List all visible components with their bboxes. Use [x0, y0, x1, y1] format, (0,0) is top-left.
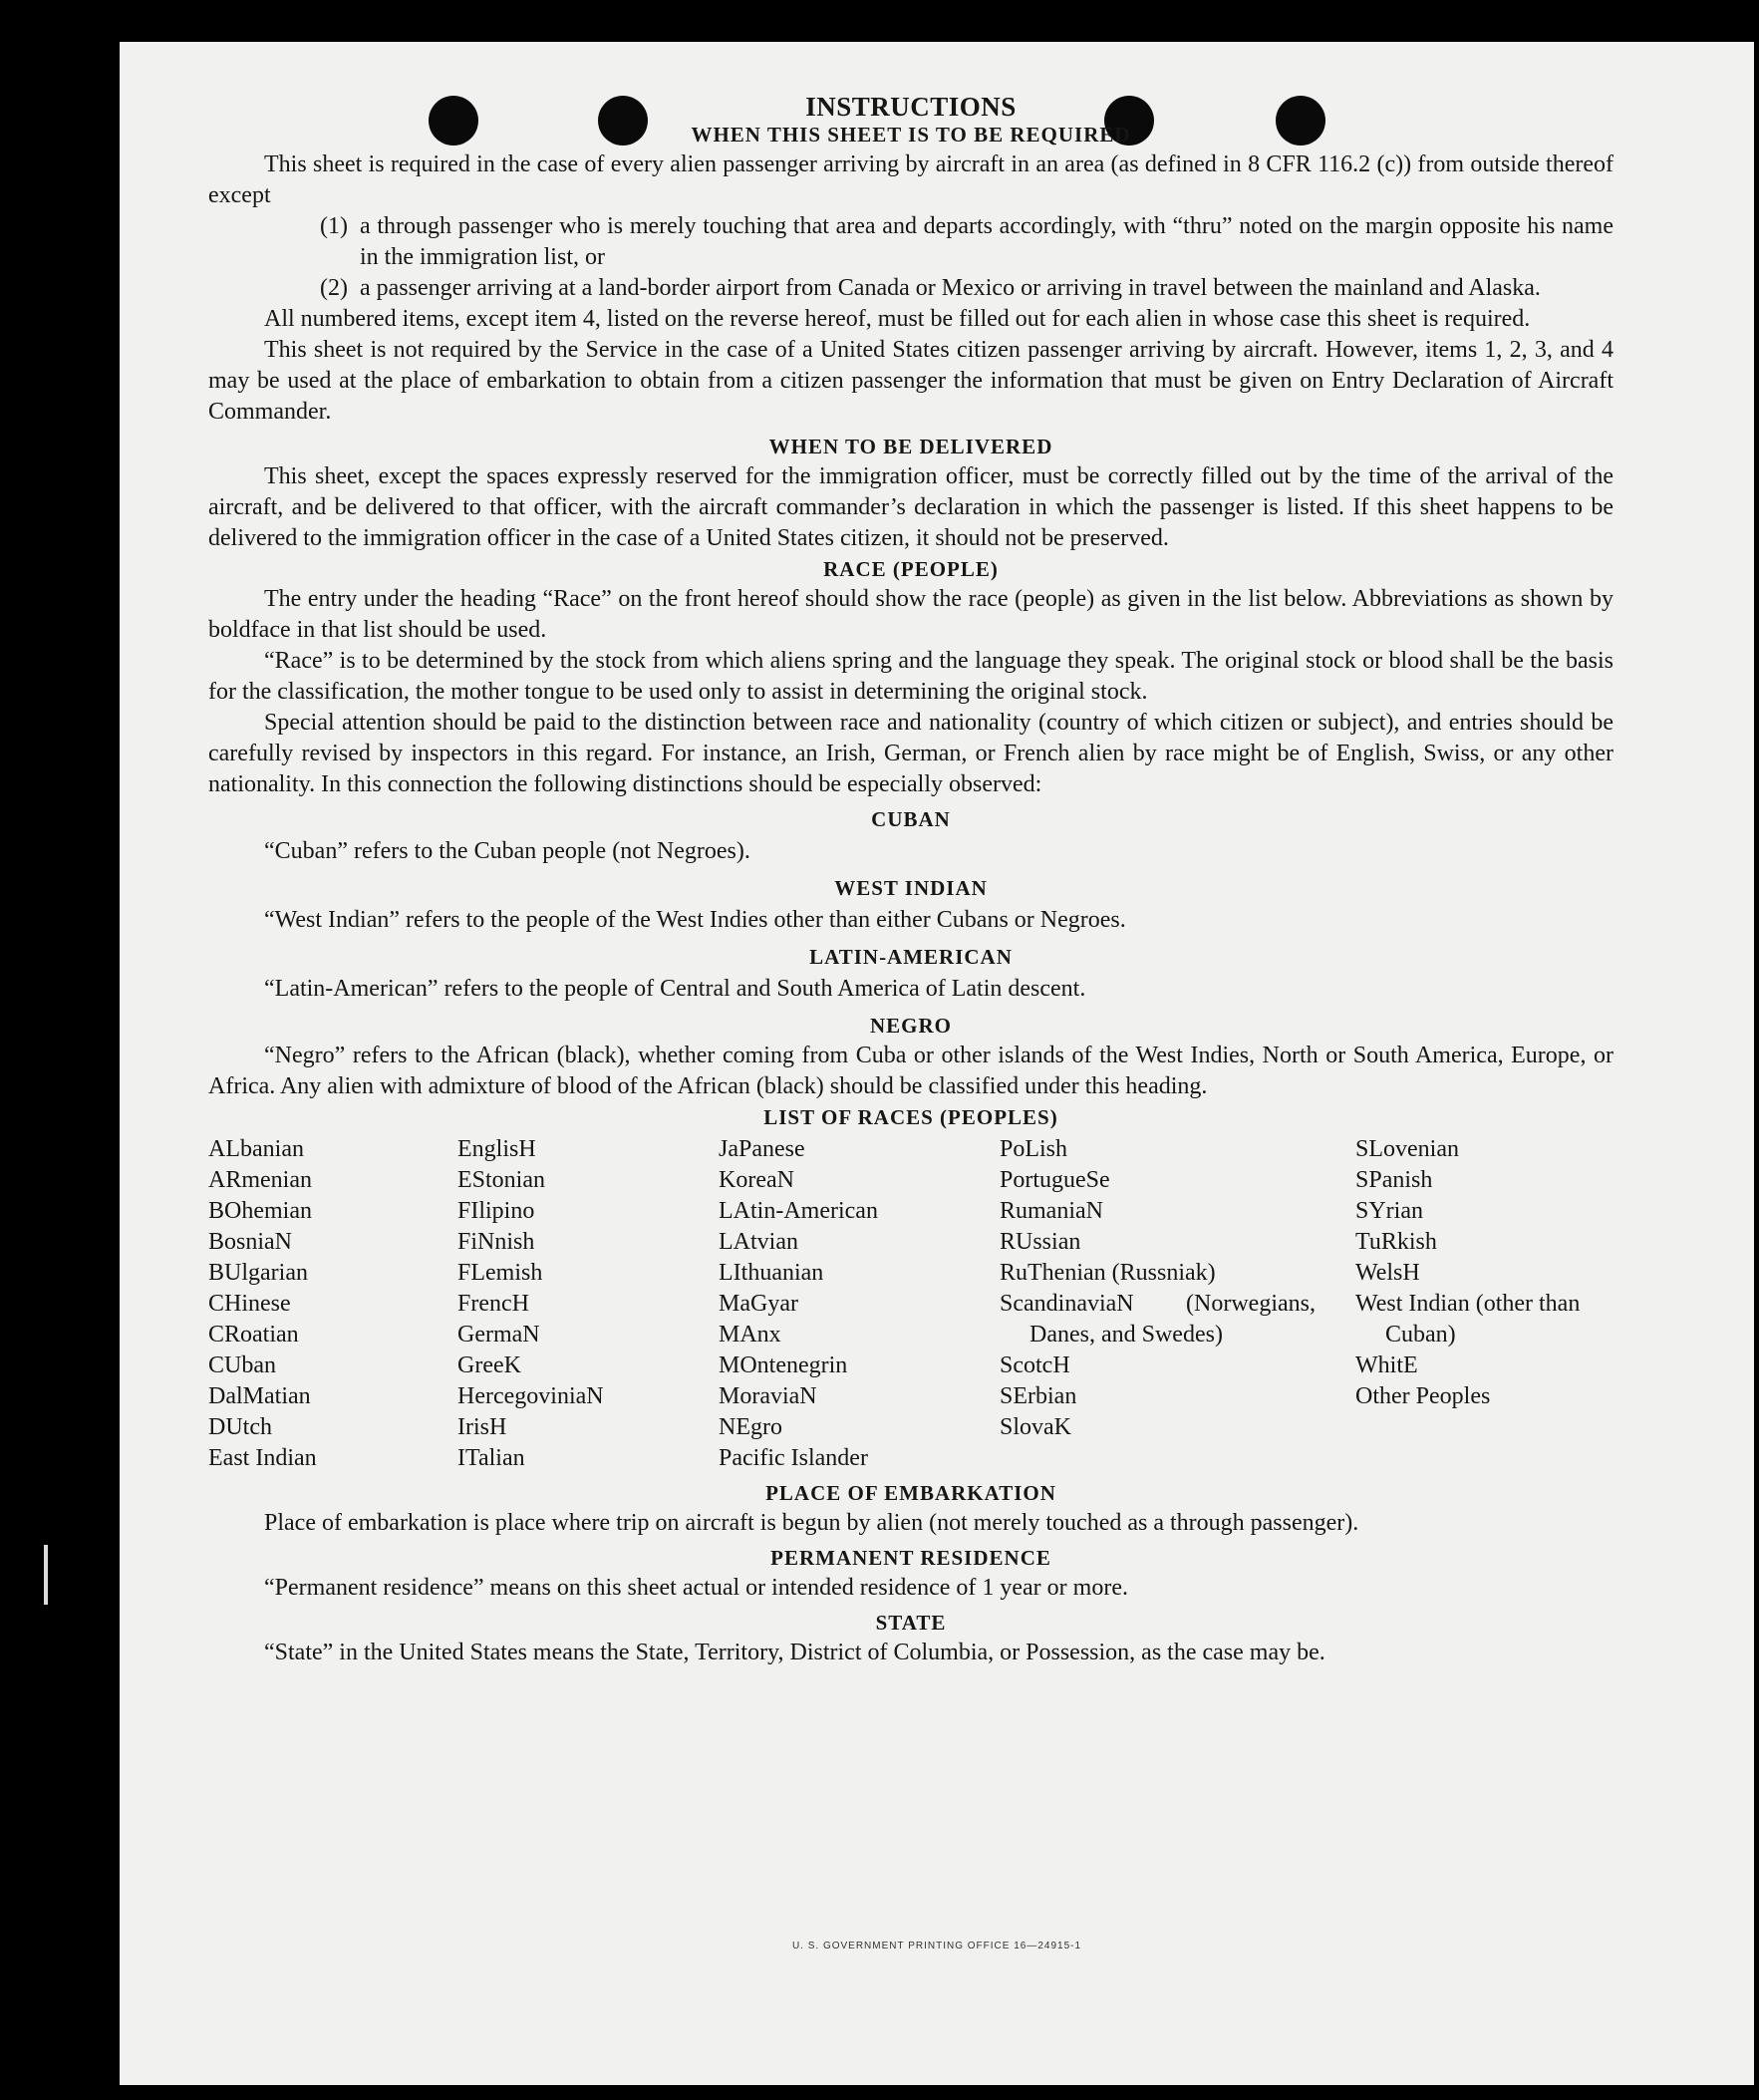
races-list: [208, 1134, 1613, 1474]
race-entry: KoreaN: [719, 1167, 794, 1193]
race-column: [208, 1134, 457, 1474]
heading-cuban: CUBAN: [871, 807, 951, 831]
residence-text: “Permanent residence” means on this sheet actual or intended residence of 1 year or more.: [264, 1575, 1128, 1601]
item-number: (2): [320, 275, 348, 301]
race-para-2: “Race” is to be determined by the stock from which aliens spring and the language they speak. The original stock or blood shall be the basis for the classification, the mother tongue to be used only to assist in determining the original stock.: [208, 648, 1613, 705]
race-entry: DalMatian: [208, 1383, 311, 1409]
heading-negro: NEGRO: [869, 1014, 952, 1038]
race-entry: CRoatian: [208, 1322, 299, 1348]
race-entry: DUtch: [208, 1414, 272, 1440]
exception-item: [320, 211, 1613, 273]
exception-item: [320, 273, 1613, 304]
race-entry: SErbian: [1000, 1383, 1077, 1409]
instructions-content: [208, 90, 1613, 1668]
race-entry: HercegoviniaN: [457, 1383, 604, 1409]
race-entry: MAnx: [719, 1322, 781, 1348]
race-entry: RUssian: [1000, 1229, 1081, 1255]
heading-residence: PERMANENT RESIDENCE: [770, 1546, 1051, 1570]
race-entry: SlovaK: [1000, 1414, 1071, 1440]
race-entry: FrencH: [457, 1291, 529, 1317]
heading-list-of-races: LIST OF RACES (PEOPLES): [763, 1105, 1058, 1129]
race-entry: PoLish: [1000, 1136, 1068, 1162]
state-text: “State” in the United States means the State, Territory, District of Columbia, or Possession, as the case may be.: [264, 1640, 1325, 1665]
race-column: [1000, 1134, 1355, 1474]
race-para-1: The entry under the heading “Race” on the front hereof should show the race (people) as given in the list below. Abbreviations as shown by boldface in that list should be used.: [208, 586, 1613, 643]
heading-west-indian: WEST INDIAN: [834, 876, 988, 900]
heading-when-required: WHEN THIS SHEET IS TO BE REQUIRED: [691, 123, 1131, 147]
heading-embarkation: PLACE OF EMBARKATION: [765, 1481, 1056, 1505]
race-entry: Other Peoples: [1355, 1383, 1491, 1409]
west-indian-text: “West Indian” refers to the people of the West Indies other than either Cubans or Negroes.: [264, 907, 1126, 933]
heading-when-delivered: WHEN TO BE DELIVERED: [768, 435, 1053, 458]
race-entry: ScandinaviaN (Norwegians, Danes, and Swedes): [1000, 1291, 1316, 1348]
race-entry: WelsH: [1355, 1260, 1420, 1286]
race-entry: FiNnish: [457, 1229, 535, 1255]
race-para-3: Special attention should be paid to the distinction between race and nationality (country of which citizen or subject), and entries should be carefully revised by inspectors in this regard. For instance, an Irish, German, or French alien by race might be of English, Swiss, or any other nationality. In this connection the following distinctions should be especially observed:: [208, 710, 1613, 797]
race-entry: GermaN: [457, 1322, 540, 1348]
embarkation-text: Place of embarkation is place where trip on aircraft is begun by alien (not merely touched as a through passenger).: [264, 1510, 1359, 1536]
race-entry: LIthuanian: [719, 1260, 824, 1286]
race-column: [719, 1134, 1000, 1474]
race-entry: East Indian: [208, 1445, 317, 1471]
race-entry: CUban: [208, 1352, 276, 1378]
race-entry: BOhemian: [208, 1198, 312, 1224]
race-entry: NEgro: [719, 1414, 782, 1440]
race-entry: IrisH: [457, 1414, 507, 1440]
item-text: a passenger arriving at a land-border airport from Canada or Mexico or arriving in travel between the mainland and Alaska.: [360, 275, 1541, 301]
race-entry: RumaniaN: [1000, 1198, 1103, 1224]
race-entry: TuRkish: [1355, 1229, 1437, 1255]
race-entry: FIlipino: [457, 1198, 535, 1224]
cuban-text: “Cuban” refers to the Cuban people (not Negroes).: [264, 838, 750, 864]
heading-latin-american: LATIN-AMERICAN: [809, 945, 1013, 969]
race-entry: MOntenegrin: [719, 1352, 848, 1378]
race-entry: LAtvian: [719, 1229, 798, 1255]
race-entry: Pacific Islander: [719, 1445, 868, 1471]
race-entry: WhitE: [1355, 1352, 1418, 1378]
item-text: a through passenger who is merely touching that area and departs accordingly, with “thru” noted on the margin opposite his name in the immigration list, or: [360, 213, 1613, 270]
race-entry: EStonian: [457, 1167, 545, 1193]
document-page: [120, 42, 1754, 2085]
race-entry: JaPanese: [719, 1136, 805, 1162]
race-entry: FLemish: [457, 1260, 543, 1286]
required-intro: This sheet is required in the case of every alien passenger arriving by aircraft in an area (as defined in 8 CFR 116.2 (c)) from outside thereof except: [208, 151, 1613, 208]
scan-edge-mark: [44, 1545, 48, 1605]
race-entry: ALbanian: [208, 1136, 304, 1162]
latin-american-text: “Latin-American” refers to the people of Central and South America of Latin descent.: [264, 976, 1086, 1002]
race-entry: BosniaN: [208, 1229, 292, 1255]
race-entry: RuThenian (Russniak): [1000, 1260, 1216, 1286]
required-para-2: All numbered items, except item 4, listed on the reverse hereof, must be filled out for each alien in whose case this sheet is required.: [264, 306, 1531, 332]
race-entry: ARmenian: [208, 1167, 312, 1193]
race-entry: BUlgarian: [208, 1260, 308, 1286]
page-title: INSTRUCTIONS: [805, 92, 1017, 122]
race-entry: GreeK: [457, 1352, 521, 1378]
race-entry: SLovenian: [1355, 1136, 1459, 1162]
race-entry: EnglisH: [457, 1136, 536, 1162]
race-entry: SPanish: [1355, 1167, 1433, 1193]
heading-state: STATE: [875, 1611, 947, 1635]
heading-race: RACE (PEOPLE): [823, 557, 999, 581]
race-entry: West Indian (other than Cuban): [1355, 1291, 1581, 1348]
race-entry: ITalian: [457, 1445, 525, 1471]
race-entry: MaGyar: [719, 1291, 798, 1317]
printer-imprint: U. S. GOVERNMENT PRINTING OFFICE 16—24915-1: [791, 1941, 1082, 1951]
race-entry: SYrian: [1355, 1198, 1423, 1224]
required-para-3: This sheet is not required by the Service in the case of a United States citizen passenger arriving by aircraft. However, items 1, 2, 3, and 4 may be used at the place of embarkation to obtain from a citizen passenger the information that must be given on Entry Declaration of Aircraft Commander.: [208, 337, 1613, 425]
race-entry: MoraviaN: [719, 1383, 817, 1409]
race-entry: PortugueSe: [1000, 1167, 1110, 1193]
delivered-text: This sheet, except the spaces expressly reserved for the immigration officer, must be correctly filled out by the time of the arrival of the aircraft, and be delivered to that officer, with the aircraft commander’s declaration in which the passenger is listed. If this sheet happens to be delivered to the immigration officer in the case of a United States citizen, it should not be preserved.: [208, 463, 1613, 551]
negro-text: “Negro” refers to the African (black), whether coming from Cuba or other islands of the West Indies, North or South America, Europe, or Africa. Any alien with admixture of blood of the African (black) should be classified under this heading.: [208, 1043, 1613, 1099]
item-number: (1): [320, 213, 348, 239]
race-column: [1355, 1134, 1613, 1474]
race-entry: LAtin-American: [719, 1198, 878, 1224]
race-entry: CHinese: [208, 1291, 291, 1317]
race-column: [457, 1134, 719, 1474]
race-entry: ScotcH: [1000, 1352, 1070, 1378]
